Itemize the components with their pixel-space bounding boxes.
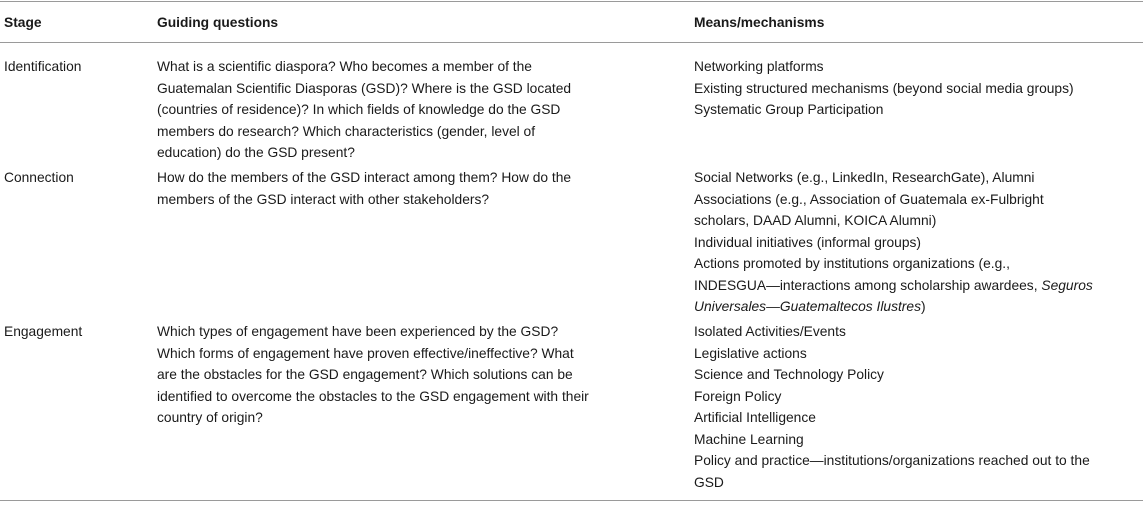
text-line: Which types of engagement have been experienced by the GSD? — [157, 324, 559, 339]
text-line — [694, 275, 1093, 297]
row-connection-questions — [157, 167, 571, 210]
text-line: Artificial Intelligence — [694, 410, 816, 425]
text-line: Associations (e.g., Association of Guatemala ex-Fulbright — [694, 191, 1044, 207]
text-fragment: INDESGUA—interactions among scholarship awardees, — [694, 277, 1042, 293]
text-line: Guatemalan Scientific Diasporas (GSD)? Where is the GSD located — [157, 80, 572, 96]
text-line: Individual initiatives (informal groups) — [694, 234, 921, 250]
text-line: Legislative actions — [694, 345, 807, 361]
text-line: are the obstacles for the GSD engagement? Which solutions can be — [157, 367, 573, 382]
row-engagement-questions — [157, 321, 589, 429]
row-engagement-stage: Engagement — [4, 324, 83, 339]
header-guiding-questions: Guiding questions — [157, 15, 279, 30]
text-line: members of the GSD interact with other stakeholders? — [157, 191, 490, 207]
text-line: Systematic Group Participation — [694, 102, 884, 117]
text-line: Machine Learning — [694, 431, 804, 447]
text-line: scholars, DAAD Alumni, KOICA Alumni) — [694, 213, 937, 228]
row-connection-stage: Connection — [4, 170, 74, 185]
text-line: Actions promoted by institutions organizations (e.g., — [694, 256, 1010, 271]
text-line — [694, 296, 1093, 318]
text-line: What is a scientific diaspora? Who becomes a member of the — [157, 59, 532, 74]
text-line: GSD — [694, 474, 724, 490]
table-top-rule — [0, 1, 1143, 2]
row-identification-means — [694, 56, 1074, 121]
text-line: Existing structured mechanisms (beyond social media groups) — [694, 80, 1074, 96]
text-fragment: ) — [920, 299, 926, 314]
row-connection-means — [694, 167, 1093, 318]
text-line: Science and Technology Policy — [694, 367, 884, 382]
row-identification-questions — [157, 56, 571, 164]
header-means-mechanisms: Means/mechanisms — [694, 15, 825, 30]
row-identification-stage: Identification — [4, 59, 82, 74]
text-line: identified to overcome the obstacles to the GSD engagement with their — [157, 388, 589, 404]
text-line: How do the members of the GSD interact among them? How do the — [157, 170, 572, 185]
italic-fragment: Seguros — [1041, 277, 1093, 293]
text-line: Isolated Activities/Events — [694, 324, 846, 339]
text-line: Which forms of engagement have proven effective/ineffective? What — [157, 345, 574, 361]
italic-fragment: Universales—Guatemaltecos Ilustres — [694, 299, 921, 314]
text-line: Policy and practice—institutions/organizations reached out to the — [694, 453, 1090, 468]
table-bottom-rule — [0, 500, 1143, 501]
header-stage: Stage — [4, 15, 42, 30]
text-line: Foreign Policy — [694, 388, 782, 404]
text-line: Social Networks (e.g., LinkedIn, ResearchGate), Alumni — [694, 170, 1035, 185]
text-line: Networking platforms — [694, 59, 824, 74]
text-line: country of origin? — [157, 410, 263, 425]
text-line: education) do the GSD present? — [157, 145, 355, 160]
table-header-rule — [0, 42, 1143, 43]
row-engagement-means — [694, 321, 1090, 493]
text-line: (countries of residence)? In which fields of knowledge do the GSD — [157, 102, 561, 117]
text-line: members do research? Which characteristics (gender, level of — [157, 123, 536, 139]
